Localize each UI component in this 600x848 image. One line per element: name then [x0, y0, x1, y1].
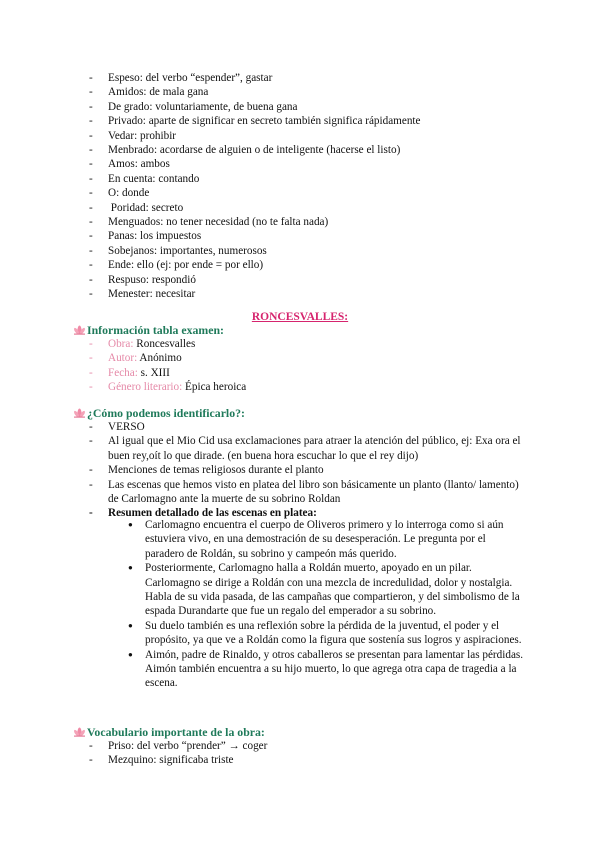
summary-item: ● Posteriormente, Carlomagno halla a Roldán muerto, apoyado en un pilar. Carlomagno se dirige a Roldán con una mezcla de incredulidad, dolor y nostalgia. Habla de su vida pasada, de las campañas que compartieron, y del simbolismo de la espada Durandarte que fue un regalo del emperador a su sobrino. [0, 561, 600, 619]
list-item [0, 351, 600, 365]
list-item: - De grado: voluntariamente, de buena gana [0, 100, 600, 114]
summary-item: ● Su duelo también es una reflexión sobre la pérdida de la juventud, el poder y el propósito, ya que ve a Roldán como la figura que sostenía sus logros y aspiraciones. [0, 619, 600, 648]
list-item: - Menciones de temas religiosos durante el planto [0, 463, 600, 477]
list-item [0, 366, 600, 380]
info-value: Roncesvalles [133, 338, 196, 350]
list-item: - Menguados: no tener necesidad (no te falta nada) [0, 215, 600, 229]
list-item: - Panas: los impuestos [0, 229, 600, 243]
lotus-icon [73, 726, 86, 737]
summary-item: ● Aimón, padre de Rinaldo, y otros caballeros se presentan para lamentar las pérdidas. Aimón también encuentra a su hijo muerto, lo que agrega otra capa de tragedia a la escena. [0, 648, 600, 691]
lotus-icon [73, 407, 86, 418]
list-item: - Priso: del verbo “prender” → coger [0, 739, 600, 753]
list-item: - Menbrado: acordarse de alguien o de inteligente (hacerse el listo) [0, 143, 600, 157]
list-item: - Mezquino: significaba triste [0, 753, 600, 767]
list-item: - VERSO [0, 420, 600, 434]
identify-list [0, 420, 600, 521]
vocab-list [0, 739, 600, 768]
list-item: - Respuso: respondió [0, 273, 600, 287]
identify-heading [73, 406, 245, 420]
top-vocab-list [0, 71, 600, 302]
list-item: - Las escenas que hemos visto en platea del libro son básicamente un planto (llanto/ lamento) de Carlomagno ante la muerte de su sobrino Roldan [0, 478, 600, 507]
list-item: - Poridad: secreto [0, 201, 600, 215]
list-item: - Espeso: del verbo “espender”, gastar [0, 71, 600, 85]
info-value: Anónimo [137, 352, 182, 365]
summary-item: ● Carlomagno encuentra el cuerpo de Oliveros primero y lo interroga como si aún estuviera vivo, en una demostración de su desesperación. Le pregunta por el paradero de Roldán, su sobrino y campeón más querido. [0, 518, 600, 561]
list-item: - Menester: necesitar [0, 287, 600, 301]
lotus-icon [73, 324, 86, 335]
list-item: - Ende: ello (ej: por ende = por ello) [0, 258, 600, 272]
identify-heading-text: ¿Cómo podemos identificarlo?: [87, 406, 245, 420]
info-label: Obra: [108, 338, 134, 350]
info-value: s. XIII [137, 366, 170, 379]
list-item: - En cuenta: contando [0, 172, 600, 186]
list-item: - Sobejanos: importantes, numerosos [0, 244, 600, 258]
list-item [0, 337, 600, 351]
vocab-heading-text: Vocabulario importante de la obra: [87, 725, 265, 739]
list-item: - Privado: aparte de significar en secreto también significa rápidamente [0, 114, 600, 128]
info-label: Fecha: [108, 366, 138, 379]
info-list [0, 337, 600, 395]
list-item [0, 380, 600, 394]
info-label: Autor: [108, 352, 138, 365]
list-item: - Amos: ambos [0, 157, 600, 171]
info-heading [73, 323, 224, 337]
list-item: - Vedar: prohibir [0, 129, 600, 143]
info-label: Género literario: [108, 381, 183, 394]
list-item: - O: donde [0, 186, 600, 200]
info-value: Épica heroica [182, 381, 247, 394]
vocab-heading [73, 725, 265, 739]
summary-list [0, 518, 600, 691]
list-item: - Al igual que el Mio Cid usa exclamaciones para atraer la atención del público, ej: Exa ora el buen rey,oít lo que dirade. (en buena hora escuchar lo que el rey dijo) [0, 434, 600, 463]
info-heading-text: Información tabla examen: [87, 323, 224, 337]
summary-label: - Resumen detallado de las escenas en platea: [0, 506, 600, 520]
list-item: - Amidos: de mala gana [0, 85, 600, 99]
page-title: RONCESVALLES: [251, 311, 349, 323]
